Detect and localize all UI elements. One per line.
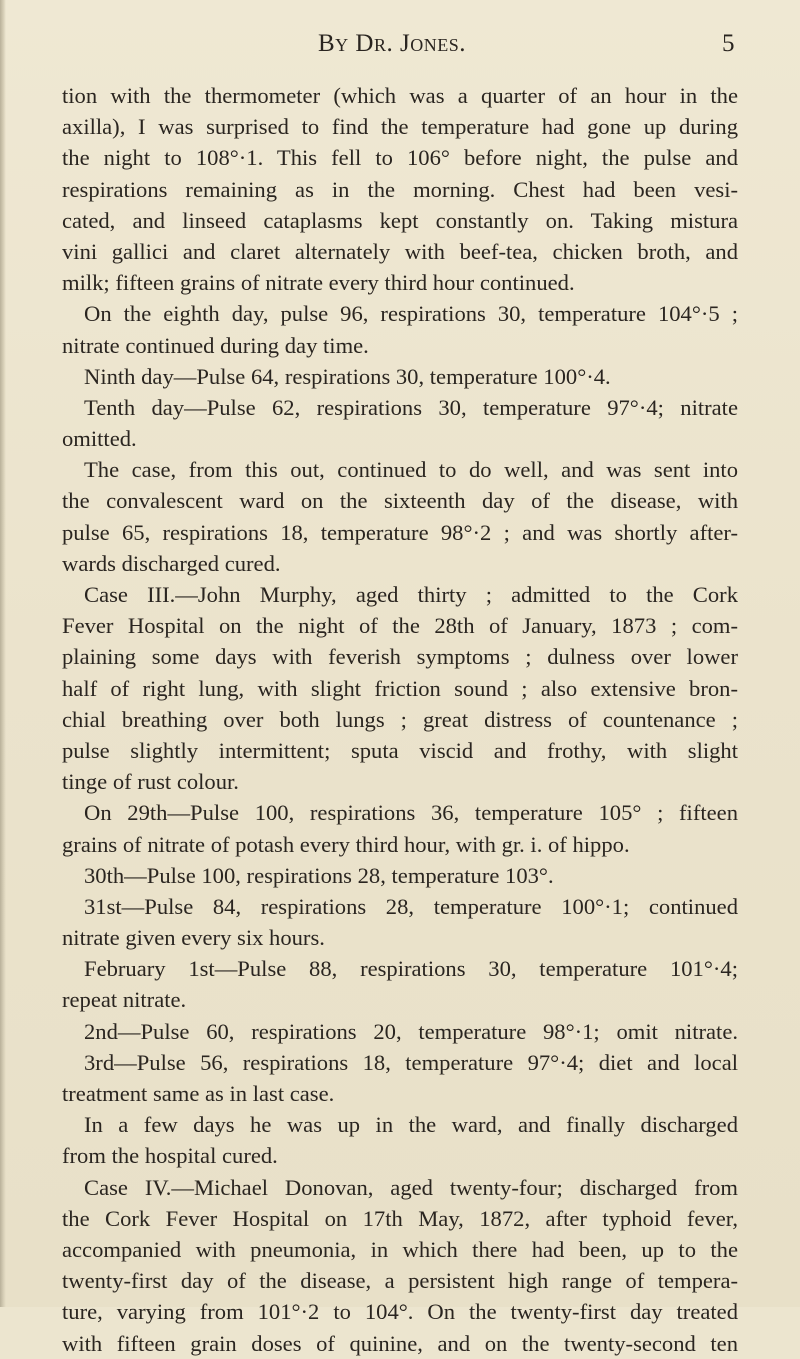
text-line: Ninth day—Pulse 64, respirations 30, temperature 100°·4. bbox=[84, 363, 611, 389]
text-line: milk; fifteen grains of nitrate every third hour continued. bbox=[62, 270, 575, 296]
text-line: grains of nitrate of potash every third hour, with gr. i. of hippo. bbox=[62, 831, 630, 857]
text-line: omitted. bbox=[62, 426, 137, 452]
text-line: pulse 65, respirations 18, temperature 98°·2 ; and was shortly after- bbox=[62, 519, 738, 545]
text-line: Tenth day—Pulse 62, respirations 30, temperature 97°·4; nitrate bbox=[84, 394, 738, 420]
running-title: By Dr. Jones. bbox=[318, 30, 466, 57]
text-body bbox=[62, 80, 738, 1359]
text-line: repeat nitrate. bbox=[62, 987, 187, 1013]
text-line: axilla), I was surprised to find the temperature had gone up during bbox=[62, 114, 738, 140]
text-line: The case, from this out, continued to do well, and was sent into bbox=[84, 457, 738, 483]
page-binding-edge bbox=[0, 0, 6, 1307]
text-line: twenty-first day of the disease, a persistent high range of tempera- bbox=[62, 1268, 738, 1294]
text-line: 3rd—Pulse 56, respirations 18, temperature 97°·4; diet and local bbox=[84, 1049, 738, 1075]
text-line: ture, varying from 101°·2 to 104°. On the twenty-first day treated bbox=[62, 1299, 738, 1325]
text-line: respirations remaining as in the morning. Chest had been vesi- bbox=[62, 176, 738, 202]
text-line: with fifteen grain doses of quinine, and on the twenty-second ten bbox=[62, 1330, 738, 1356]
running-header bbox=[0, 30, 800, 64]
text-line: Case III.—John Murphy, aged thirty ; admitted to the Cork bbox=[84, 582, 738, 607]
text-line: On the eighth day, pulse 96, respirations 30, temperature 104°·5 ; bbox=[84, 301, 738, 327]
text-line: accompanied with pneumonia, in which there had been, up to the bbox=[62, 1236, 738, 1262]
text-line: 30th—Pulse 100, respirations 28, temperature 103°. bbox=[84, 862, 554, 888]
text-line: chial breathing over both lungs ; great distress of countenance ; bbox=[62, 706, 738, 732]
text-line: 31st—Pulse 84, respirations 28, temperature 100°·1; continued bbox=[84, 893, 738, 919]
page-number: 5 bbox=[722, 30, 735, 57]
text-line: On 29th—Pulse 100, respirations 36, temperature 105° ; fifteen bbox=[84, 800, 738, 826]
text-line: In a few days he was up in the ward, and finally discharged bbox=[84, 1112, 738, 1138]
text-line: the night to 108°·1. This fell to 106° before night, the pulse and bbox=[62, 145, 738, 171]
text-line: the Cork Fever Hospital on 17th May, 1872, after typhoid fever, bbox=[62, 1205, 738, 1231]
text-line: tion with the thermometer (which was a quarter of an hour in the bbox=[62, 83, 738, 108]
text-line: February 1st—Pulse 88, respirations 30, temperature 101°·4; bbox=[84, 956, 738, 982]
text-line: plaining some days with feverish symptoms ; dulness over lower bbox=[62, 644, 738, 670]
text-line: from the hospital cured. bbox=[62, 1143, 278, 1169]
text-line: half of right lung, with slight friction sound ; also extensive bron- bbox=[62, 675, 738, 701]
text-line: 2nd—Pulse 60, respirations 20, temperature 98°·1; omit nitrate. bbox=[84, 1018, 738, 1044]
text-line: nitrate continued during day time. bbox=[62, 332, 369, 358]
text-line: wards discharged cured. bbox=[62, 550, 281, 576]
text-line: Case IV.—Michael Donovan, aged twenty-four; discharged from bbox=[84, 1174, 738, 1200]
text-line: nitrate given every six hours. bbox=[62, 925, 325, 951]
text-line: tinge of rust colour. bbox=[62, 769, 239, 795]
text-line: treatment same as in last case. bbox=[62, 1081, 335, 1106]
text-line: pulse slightly intermittent; sputa viscid and frothy, with slight bbox=[62, 737, 738, 763]
text-line: cated, and linseed cataplasms kept constantly on. Taking mistura bbox=[62, 207, 738, 233]
text-line: Fever Hospital on the night of the 28th of January, 1873 ; com- bbox=[62, 613, 738, 639]
text-line: vini gallici and claret alternately with beef-tea, chicken broth, and bbox=[62, 238, 738, 264]
text-line: the convalescent ward on the sixteenth day of the disease, with bbox=[62, 488, 738, 514]
